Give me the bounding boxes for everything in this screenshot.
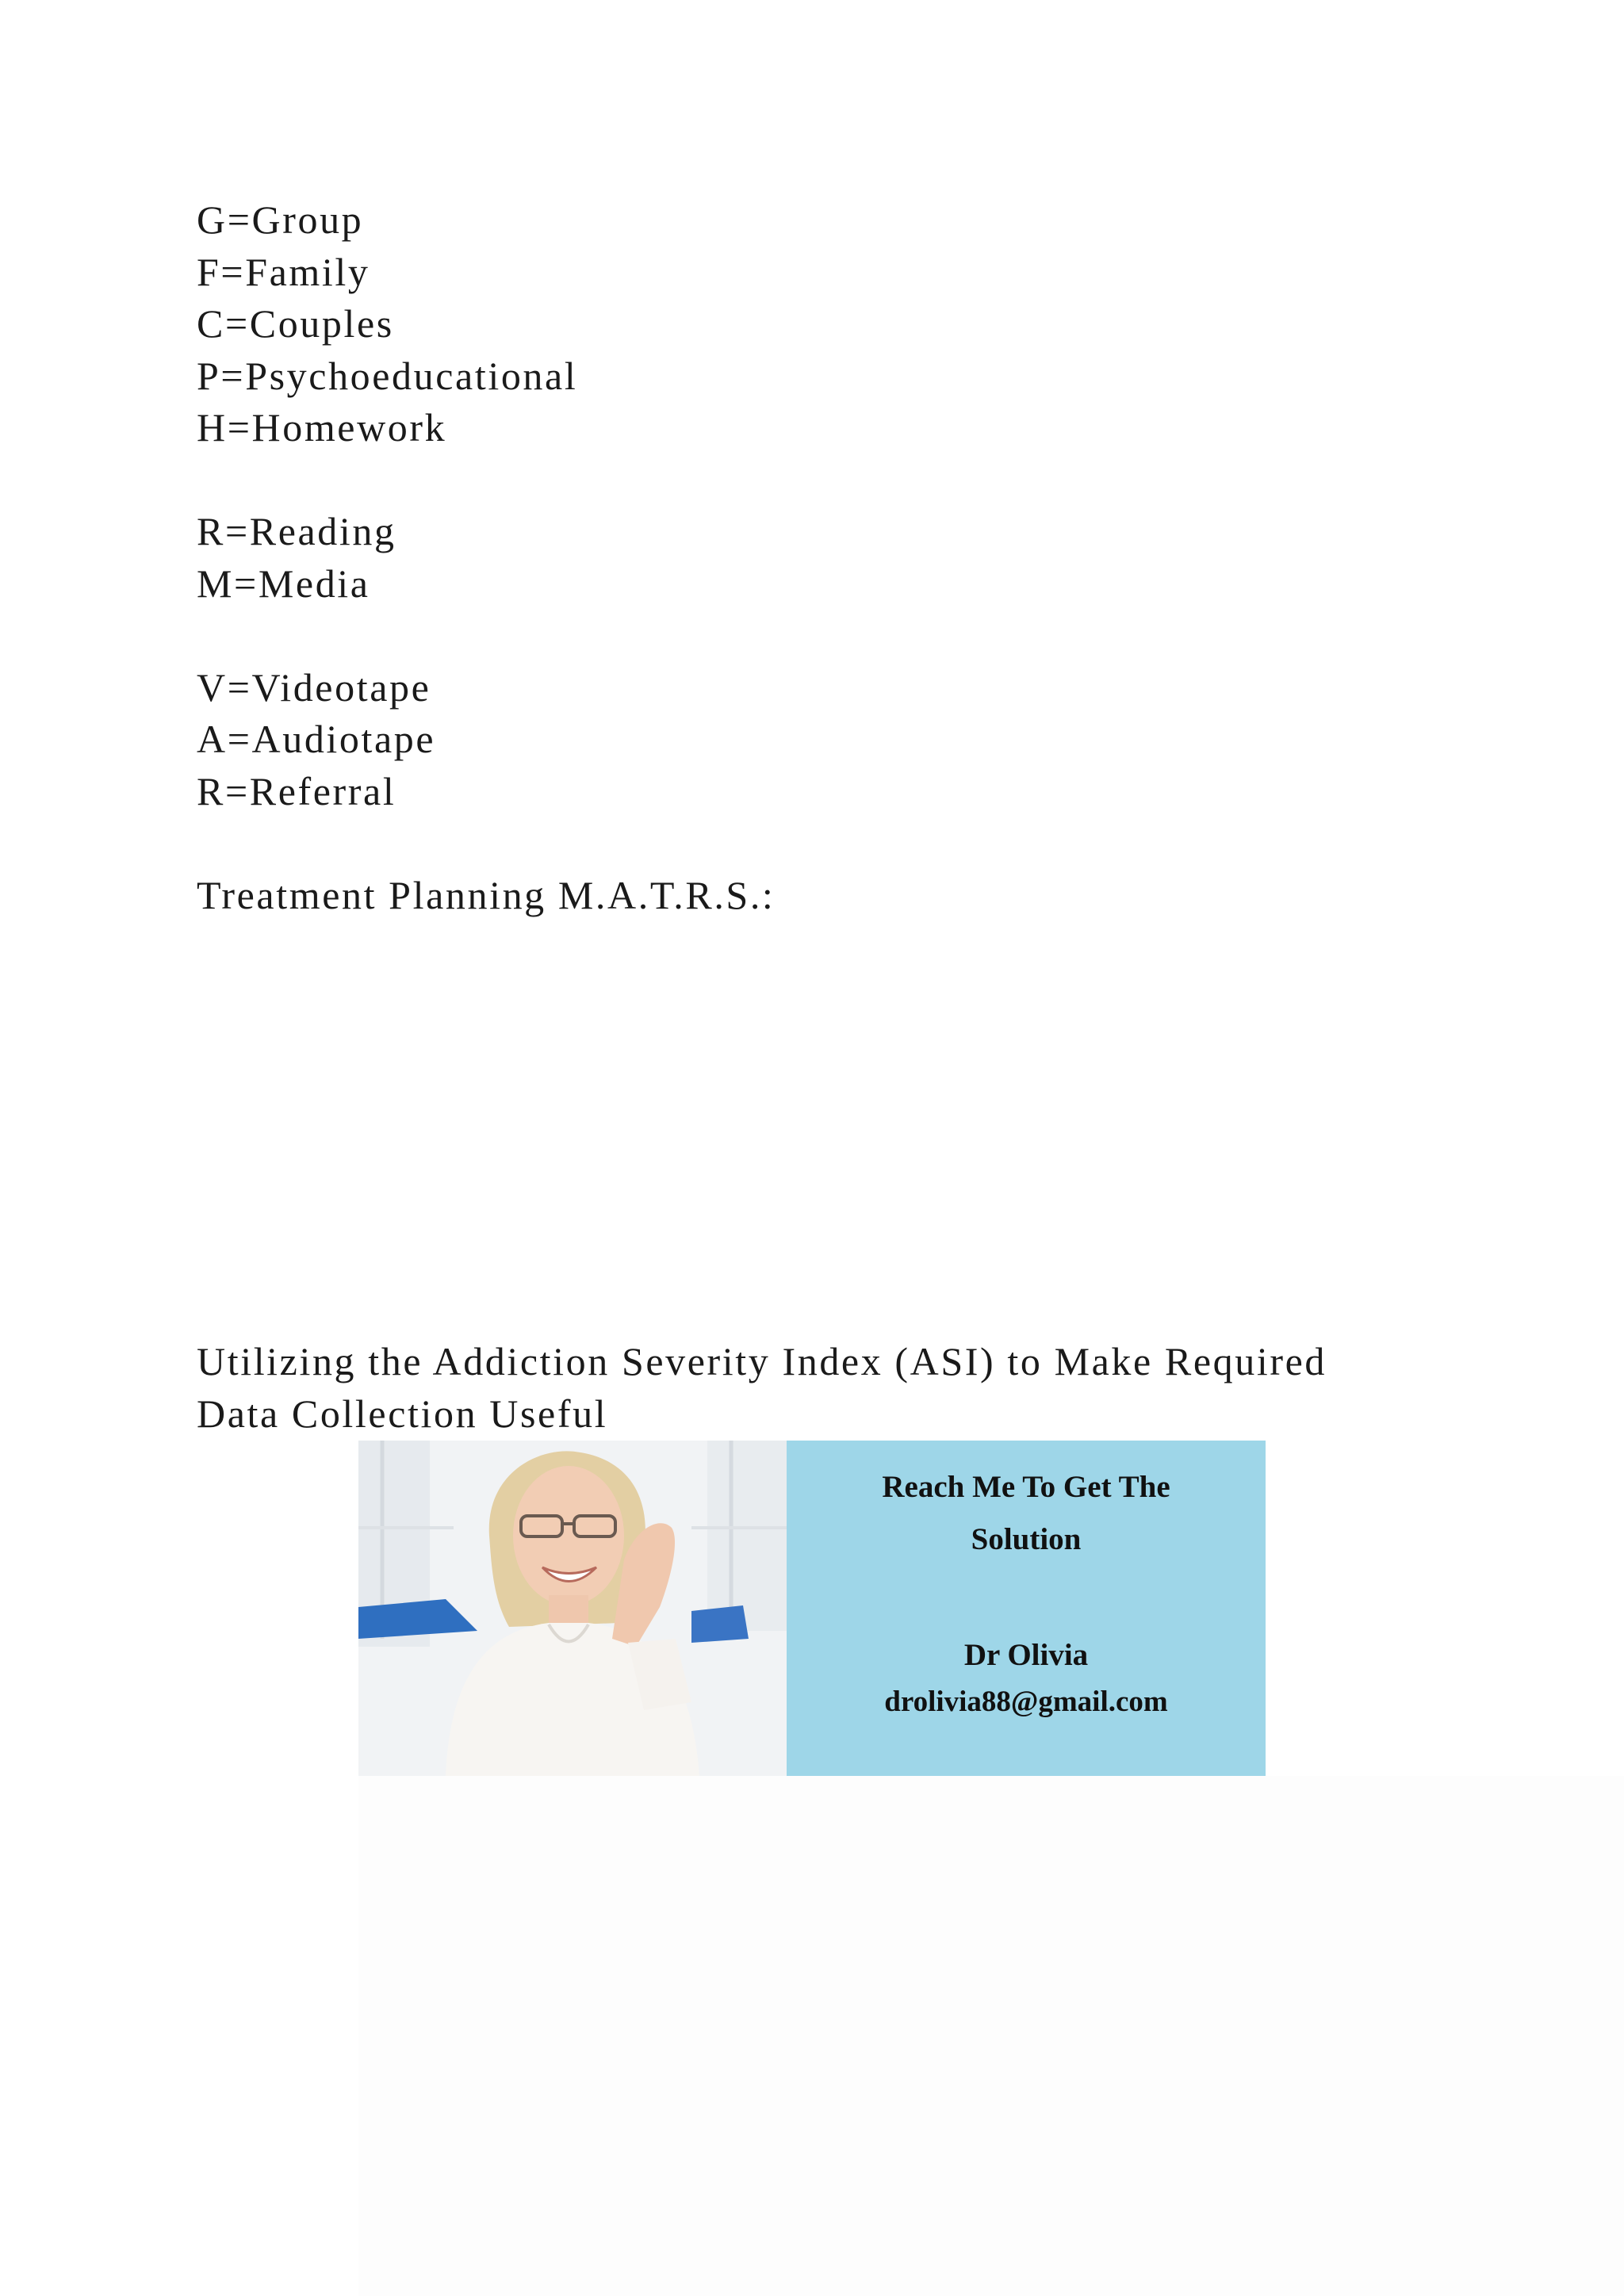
legend-line-videotape: V=Videotape bbox=[197, 664, 431, 710]
legend-line-psychoeducational: P=Psychoeducational bbox=[197, 353, 578, 398]
legend-line-audiotape: A=Audiotape bbox=[197, 717, 436, 761]
legend-line-reading: R=Reading bbox=[197, 509, 396, 553]
legend-line-media: M=Media bbox=[197, 561, 370, 606]
legend-line-homework: H=Homework bbox=[197, 405, 447, 450]
contact-name: Dr Olivia bbox=[963, 1638, 1089, 1672]
asi-heading-line-1: Utilizing the Addiction Severity Index (ASI) to Make Required bbox=[197, 1339, 1327, 1383]
woman-portrait-photo bbox=[358, 1441, 787, 1776]
legend-line-group: G=Group bbox=[197, 197, 364, 242]
cta-line-1: Reach Me To Get The bbox=[882, 1470, 1170, 1504]
blank-image-area bbox=[358, 1776, 1624, 2296]
contact-panel bbox=[787, 1441, 1266, 1776]
asi-heading bbox=[197, 1336, 1545, 1440]
legend-line-family: F=Family bbox=[197, 249, 370, 294]
abbreviation-legend bbox=[197, 194, 1545, 921]
cta-line-2: Solution bbox=[971, 1522, 1082, 1556]
legend-line-referral: R=Referral bbox=[197, 768, 396, 813]
asi-heading-line-2: Data Collection Useful bbox=[197, 1391, 608, 1436]
contact-email: drolivia88@gmail.com bbox=[884, 1686, 1168, 1718]
contact-banner bbox=[358, 1441, 1266, 1776]
treatment-planning-heading: Treatment Planning M.A.T.R.S.: bbox=[197, 872, 776, 917]
legend-line-couples: C=Couples bbox=[197, 301, 394, 346]
